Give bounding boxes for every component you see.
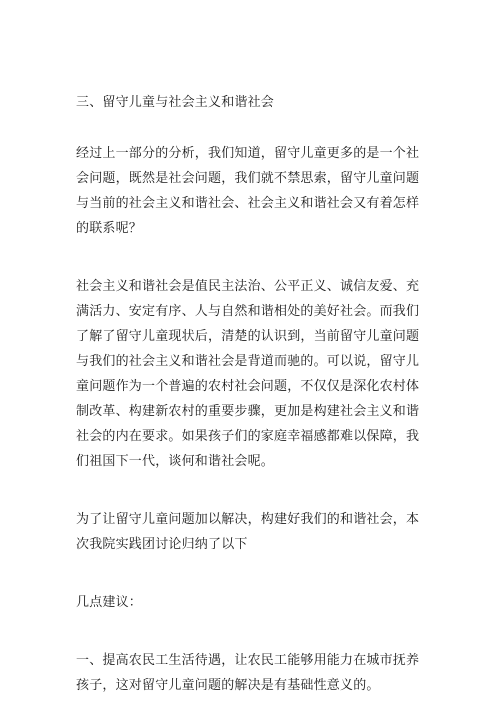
paragraph: 几点建议： xyxy=(76,595,143,610)
paragraph: 为了让留守儿童问题加以解决，构建好我们的和谐社会，本次我院实践团讨论归纳了以下 xyxy=(76,512,420,552)
paragraph: 经过上一部分的分析，我们知道，留守儿童更多的是一个社会问题，既然是社会问题，我们就不禁思索，留守儿童问题与当前的社会主义和谐社会、社会主义和谐社会又有着怎样的联系呢？ xyxy=(76,146,420,236)
section-heading: 三、留守儿童与社会主义和谐社会 xyxy=(76,95,275,110)
paragraph: 一、提高农民工生活待遇，让农民工能够用能力在城市抚养孩子，这对留守儿童问题的解决是有基础性意义的。 xyxy=(76,653,420,693)
paragraph: 社会主义和谐社会是值民主法治、公平正义、诚信友爱、充满活力、安定有序、人与自然和谐相处的美好社会。而我们了解了留守儿童现状后，清楚的认识到，当前留守儿童问题与我们的社会主义和谐社会是背道而驰的。可以说，留守儿童问题作为一个普遍的农村社会问题，不仅仅是深化农村体制改革、构建新农村的重要步骤，更加是构建社会主义和谐社会的内在要求。如果孩子们的家庭幸福感都难以保障，我们祖国下一代，谈何和谐社会呢。 xyxy=(76,279,420,469)
document-body xyxy=(76,90,428,698)
